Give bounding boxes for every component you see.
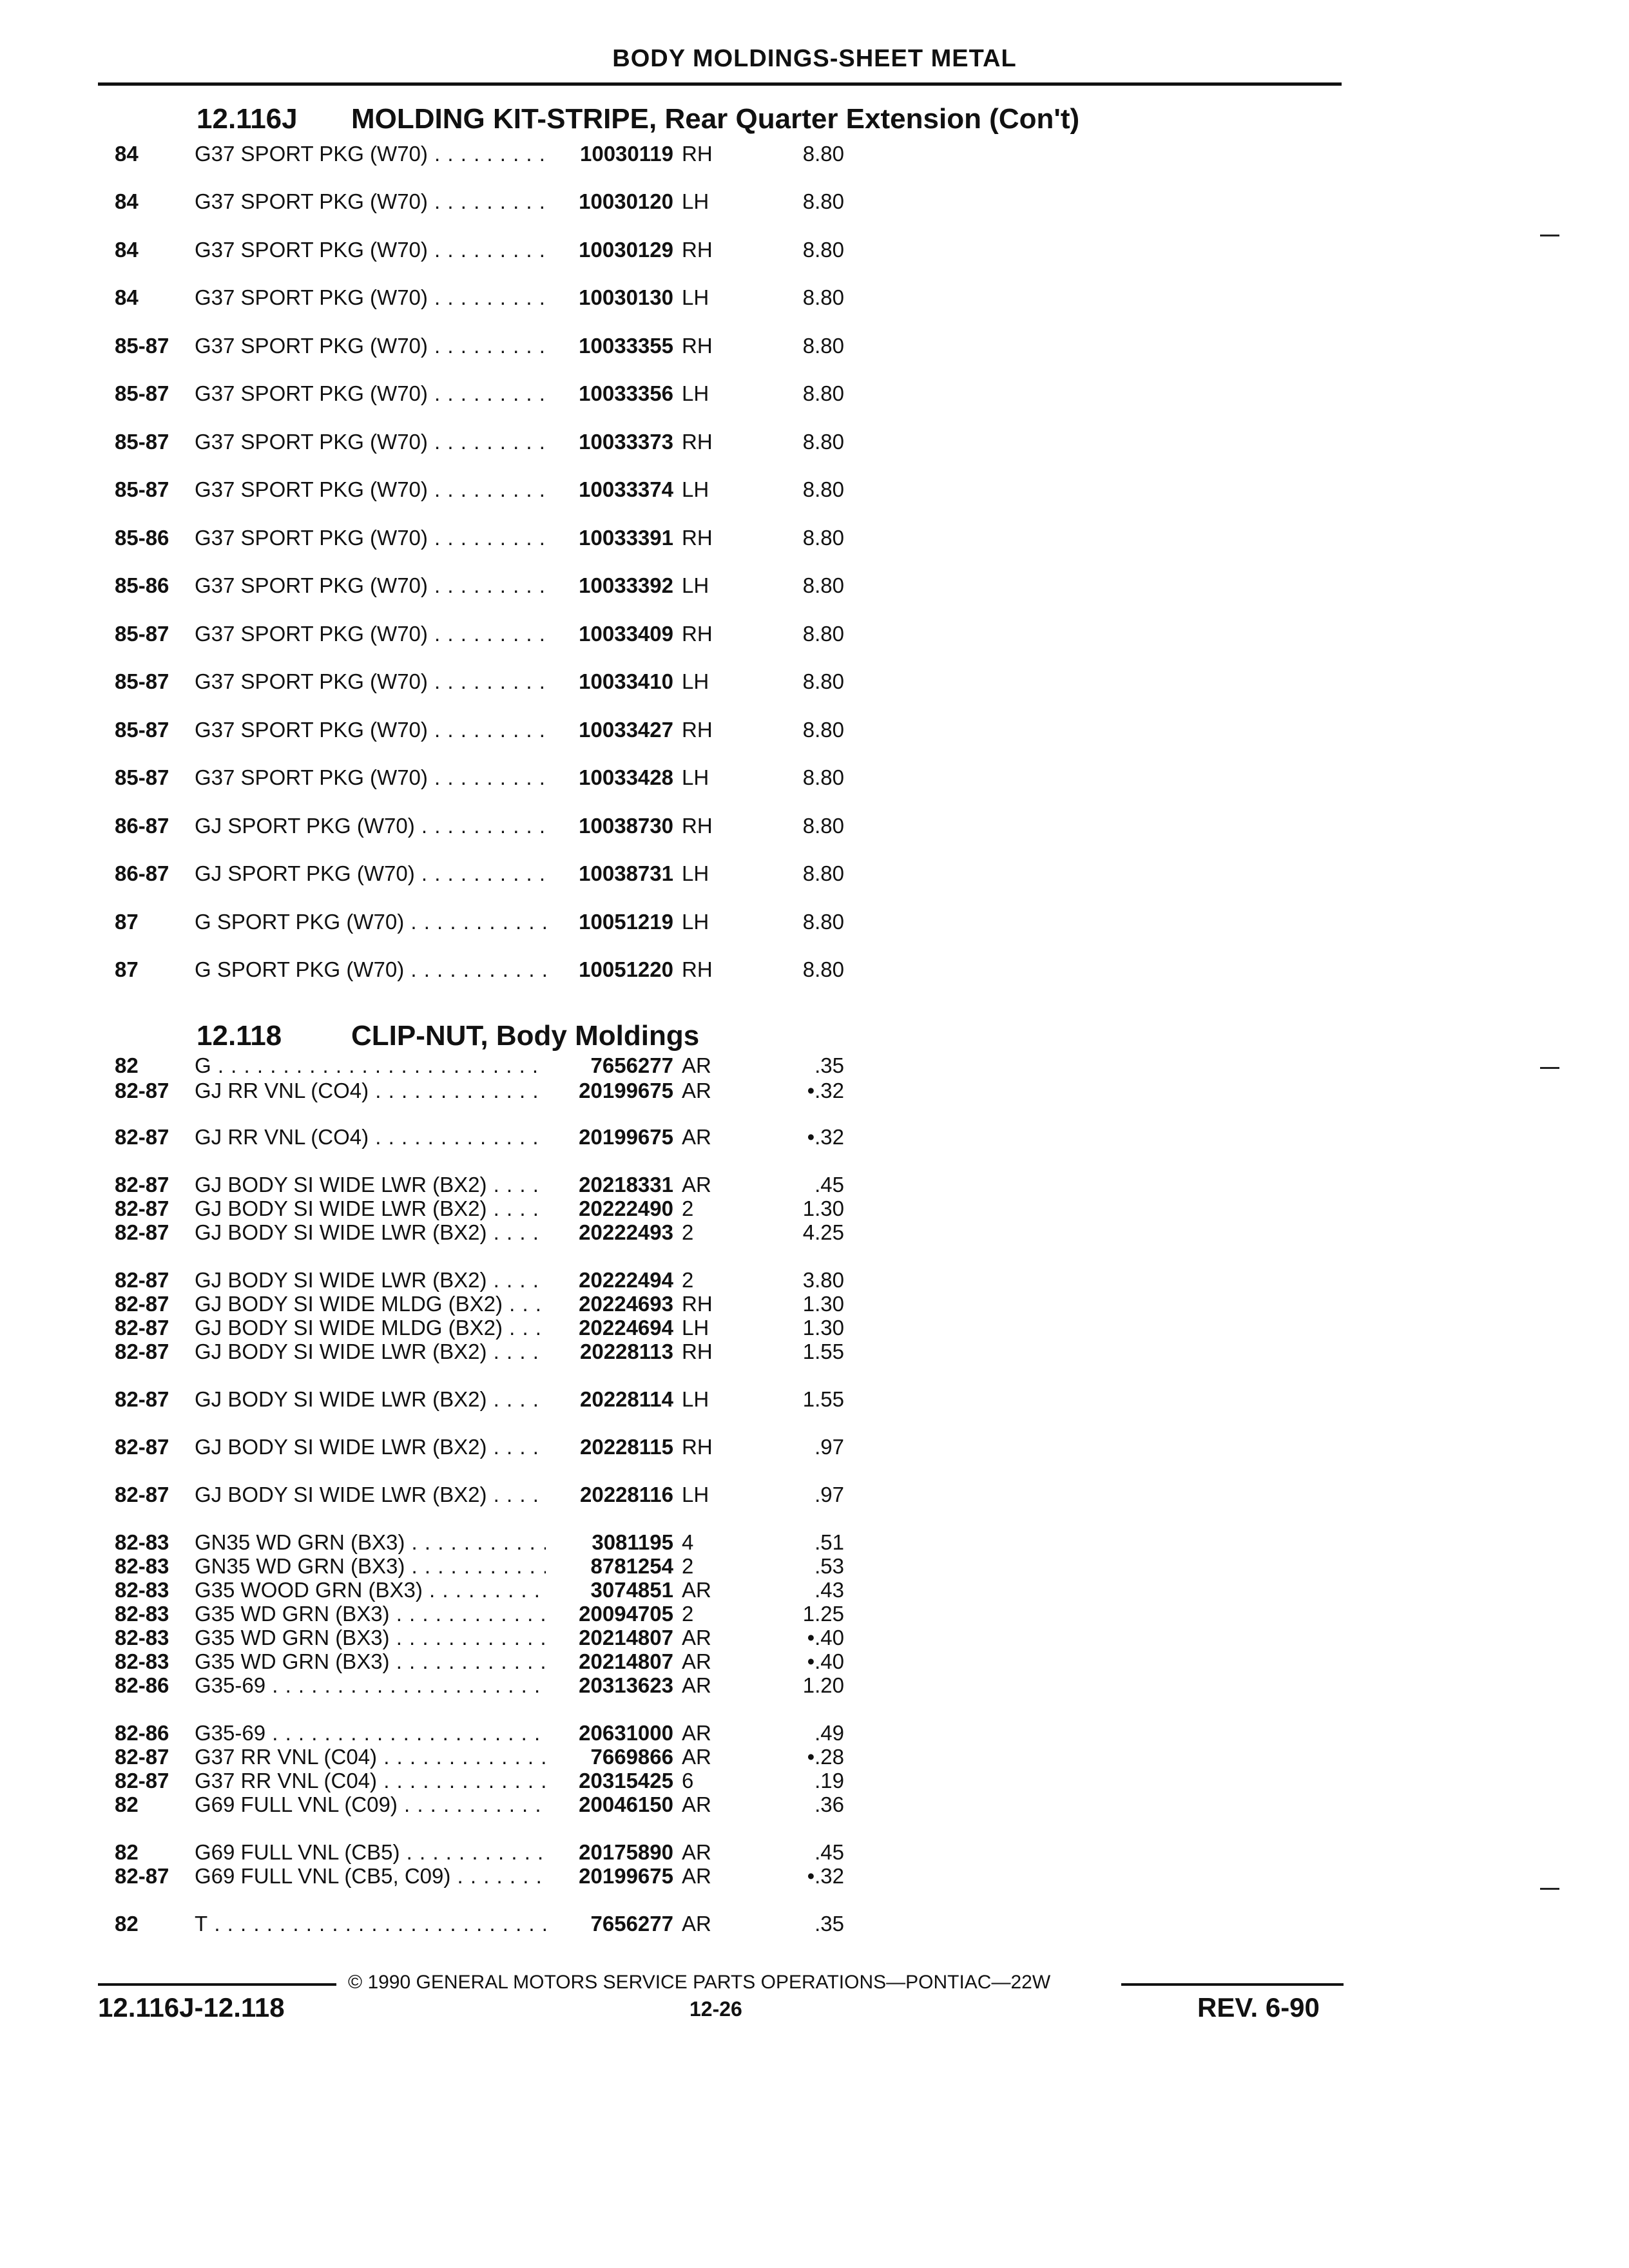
part-number-cell: 10030119	[579, 142, 673, 166]
section-number: 12.118	[197, 1020, 282, 1052]
price-cell: 8.80	[802, 142, 844, 166]
year-cell: 85-86	[115, 573, 169, 597]
footer-revision: REV. 6-90	[1197, 1992, 1320, 2023]
part-number-cell: 20199675	[579, 1079, 673, 1102]
part-number-cell: 10033374	[579, 477, 673, 501]
part-number-cell: 20175890	[579, 1840, 673, 1864]
price-cell: .97	[815, 1435, 844, 1459]
part-number-cell: 20228115	[579, 1435, 673, 1459]
year-cell: 84	[115, 142, 139, 166]
part-number-cell: 7656277	[590, 1053, 673, 1077]
part-number-cell: 20214807	[579, 1626, 673, 1649]
part-number-cell: 20228113	[579, 1340, 673, 1363]
model-cell: G37 SPORT PKG (W70) . . .	[195, 622, 546, 646]
price-cell: •.40	[807, 1649, 844, 1673]
quantity-cell: RH	[682, 334, 713, 358]
quantity-cell: LH	[682, 1483, 709, 1506]
part-number-cell: 10038730	[579, 814, 673, 838]
price-cell: •.32	[807, 1079, 844, 1102]
header-rule	[98, 82, 1342, 86]
year-cell: 82-83	[115, 1578, 169, 1602]
part-number-cell: 20222493	[579, 1220, 673, 1244]
part-number-cell: 10051220	[579, 957, 673, 981]
part-number-cell: 20228116	[579, 1483, 673, 1506]
quantity-cell: RH	[682, 142, 713, 166]
section-title-text: MOLDING KIT-STRIPE, Rear Quarter Extension (Con't)	[351, 103, 1080, 135]
price-cell: 8.80	[802, 334, 844, 358]
year-cell: 82	[115, 1912, 139, 1936]
price-cell: •.40	[807, 1626, 844, 1649]
price-cell: 1.25	[802, 1602, 844, 1626]
price-cell: 8.80	[802, 669, 844, 693]
year-cell: 85-87	[115, 622, 169, 646]
model-cell: GJ SPORT PKG (W70) . . .	[195, 814, 546, 838]
year-cell: 85-87	[115, 669, 169, 693]
footer-rule	[98, 1983, 336, 1986]
quantity-cell: RH	[682, 718, 713, 742]
year-cell: 82-87	[115, 1125, 169, 1149]
margin-mark	[1540, 235, 1559, 236]
price-cell: 1.20	[802, 1673, 844, 1697]
year-cell: 85-87	[115, 334, 169, 358]
part-number-cell: 20228114	[579, 1387, 673, 1411]
model-cell: G35 WD GRN (BX3) . . .	[195, 1602, 546, 1626]
quantity-cell: LH	[682, 1387, 709, 1411]
year-cell: 85-87	[115, 430, 169, 454]
model-cell: GJ BODY SI WIDE LWR (BX2) . . .	[195, 1340, 546, 1363]
year-cell: 82-87	[115, 1268, 169, 1292]
model-cell: G . . .	[195, 1053, 546, 1077]
model-cell: G37 SPORT PKG (W70) . . .	[195, 765, 546, 789]
year-cell: 82-87	[115, 1220, 169, 1244]
model-cell: T . . .	[195, 1912, 546, 1936]
quantity-cell: AR	[682, 1649, 711, 1673]
year-cell: 82-87	[115, 1483, 169, 1506]
model-cell: G37 SPORT PKG (W70) . . .	[195, 334, 546, 358]
quantity-cell: LH	[682, 669, 709, 693]
quantity-cell: RH	[682, 957, 713, 981]
quantity-cell: 2	[682, 1268, 694, 1292]
quantity-cell: AR	[682, 1864, 711, 1888]
quantity-cell: 2	[682, 1196, 694, 1220]
quantity-cell: AR	[682, 1053, 711, 1077]
model-cell: G37 SPORT PKG (W70) . . .	[195, 477, 546, 501]
price-cell: 8.80	[802, 957, 844, 981]
price-cell: 8.80	[802, 430, 844, 454]
price-cell: •.32	[807, 1125, 844, 1149]
quantity-cell: 2	[682, 1220, 694, 1244]
part-number-cell: 10030120	[579, 189, 673, 213]
year-cell: 84	[115, 285, 139, 309]
model-cell: G SPORT PKG (W70) . . .	[195, 910, 546, 934]
part-number-cell: 20224693	[579, 1292, 673, 1316]
quantity-cell: LH	[682, 765, 709, 789]
quantity-cell: 2	[682, 1602, 694, 1626]
price-cell: •.28	[807, 1745, 844, 1769]
model-cell: GJ BODY SI WIDE MLDG (BX2) . . .	[195, 1316, 546, 1340]
quantity-cell: LH	[682, 477, 709, 501]
quantity-cell: RH	[682, 526, 713, 550]
part-number-cell: 10033410	[579, 669, 673, 693]
model-cell: G69 FULL VNL (CB5) . . .	[195, 1840, 546, 1864]
part-number-cell: 20046150	[579, 1792, 673, 1816]
model-cell: GJ SPORT PKG (W70) . . .	[195, 861, 546, 885]
year-cell: 82-87	[115, 1435, 169, 1459]
year-cell: 85-86	[115, 526, 169, 550]
price-cell: 1.30	[802, 1316, 844, 1340]
year-cell: 82-87	[115, 1769, 169, 1792]
model-cell: G35-69 . . .	[195, 1721, 546, 1745]
year-cell: 82-87	[115, 1316, 169, 1340]
quantity-cell: AR	[682, 1745, 711, 1769]
year-cell: 82-87	[115, 1340, 169, 1363]
model-cell: GJ BODY SI WIDE LWR (BX2) . . .	[195, 1435, 546, 1459]
model-cell: G37 SPORT PKG (W70) . . .	[195, 142, 546, 166]
part-number-cell: 20315425	[579, 1769, 673, 1792]
model-cell: G35 WD GRN (BX3) . . .	[195, 1649, 546, 1673]
price-cell: .19	[815, 1769, 844, 1792]
price-cell: 8.80	[802, 238, 844, 262]
model-cell: G SPORT PKG (W70) . . .	[195, 957, 546, 981]
part-number-cell: 8781254	[590, 1554, 673, 1578]
part-number-cell: 20199675	[579, 1125, 673, 1149]
year-cell: 86-87	[115, 814, 169, 838]
part-number-cell: 20218331	[579, 1173, 673, 1196]
quantity-cell: AR	[682, 1079, 711, 1102]
model-cell: G35-69 . . .	[195, 1673, 546, 1697]
quantity-cell: LH	[682, 189, 709, 213]
year-cell: 85-87	[115, 477, 169, 501]
quantity-cell: LH	[682, 861, 709, 885]
year-cell: 85-87	[115, 765, 169, 789]
year-cell: 82	[115, 1053, 139, 1077]
quantity-cell: RH	[682, 814, 713, 838]
quantity-cell: AR	[682, 1792, 711, 1816]
price-cell: .51	[815, 1530, 844, 1554]
quantity-cell: LH	[682, 910, 709, 934]
quantity-cell: AR	[682, 1912, 711, 1936]
quantity-cell: LH	[682, 1316, 709, 1340]
year-cell: 85-87	[115, 381, 169, 405]
part-number-cell: 10033427	[579, 718, 673, 742]
model-cell: G35 WOOD GRN (BX3) . . .	[195, 1578, 546, 1602]
part-number-cell: 20094705	[579, 1602, 673, 1626]
footer-page-number: 12-26	[689, 1997, 742, 2021]
year-cell: 85-87	[115, 718, 169, 742]
year-cell: 82-87	[115, 1745, 169, 1769]
quantity-cell: RH	[682, 1292, 713, 1316]
section-number: 12.116J	[197, 103, 298, 135]
part-number-cell: 20631000	[579, 1721, 673, 1745]
price-cell: 1.55	[802, 1340, 844, 1363]
price-cell: 1.30	[802, 1196, 844, 1220]
quantity-cell: AR	[682, 1125, 711, 1149]
quantity-cell: AR	[682, 1721, 711, 1745]
quantity-cell: RH	[682, 622, 713, 646]
year-cell: 82-83	[115, 1649, 169, 1673]
price-cell: •.32	[807, 1864, 844, 1888]
model-cell: G37 SPORT PKG (W70) . . .	[195, 526, 546, 550]
price-cell: 8.80	[802, 526, 844, 550]
model-cell: GN35 WD GRN (BX3) . . .	[195, 1530, 546, 1554]
model-cell: GN35 WD GRN (BX3) . . .	[195, 1554, 546, 1578]
part-number-cell: 10030130	[579, 285, 673, 309]
model-cell: G35 WD GRN (BX3) . . .	[195, 1626, 546, 1649]
part-number-cell: 10038731	[579, 861, 673, 885]
price-cell: .35	[815, 1053, 844, 1077]
part-number-cell: 10030129	[579, 238, 673, 262]
price-cell: 8.80	[802, 765, 844, 789]
quantity-cell: RH	[682, 430, 713, 454]
margin-mark	[1540, 1067, 1559, 1069]
year-cell: 84	[115, 238, 139, 262]
price-cell: .45	[815, 1173, 844, 1196]
part-number-cell: 10033356	[579, 381, 673, 405]
year-cell: 82-86	[115, 1673, 169, 1697]
model-cell: G37 SPORT PKG (W70) . . .	[195, 189, 546, 213]
quantity-cell: 4	[682, 1530, 694, 1554]
footer-section-range: 12.116J-12.118	[98, 1992, 285, 2023]
model-cell: G37 SPORT PKG (W70) . . .	[195, 573, 546, 597]
model-cell: G37 SPORT PKG (W70) . . .	[195, 430, 546, 454]
quantity-cell: RH	[682, 1340, 713, 1363]
price-cell: 8.80	[802, 285, 844, 309]
model-cell: G37 SPORT PKG (W70) . . .	[195, 238, 546, 262]
model-cell: GJ BODY SI WIDE LWR (BX2) . . .	[195, 1268, 546, 1292]
price-cell: 8.80	[802, 477, 844, 501]
price-cell: .43	[815, 1578, 844, 1602]
part-number-cell: 10033391	[579, 526, 673, 550]
part-number-cell: 7656277	[590, 1912, 673, 1936]
year-cell: 82-87	[115, 1292, 169, 1316]
price-cell: 8.80	[802, 622, 844, 646]
quantity-cell: AR	[682, 1626, 711, 1649]
page-title: BODY MOLDINGS-SHEET METAL	[612, 45, 1017, 72]
year-cell: 82-83	[115, 1626, 169, 1649]
part-number-cell: 7669866	[590, 1745, 673, 1769]
year-cell: 82-83	[115, 1554, 169, 1578]
year-cell: 82-87	[115, 1864, 169, 1888]
quantity-cell: AR	[682, 1673, 711, 1697]
price-cell: 8.80	[802, 189, 844, 213]
price-cell: 8.80	[802, 718, 844, 742]
model-cell: G37 RR VNL (C04) . . .	[195, 1769, 546, 1792]
quantity-cell: AR	[682, 1173, 711, 1196]
price-cell: .35	[815, 1912, 844, 1936]
part-number-cell: 20313623	[579, 1673, 673, 1697]
quantity-cell: RH	[682, 238, 713, 262]
part-number-cell: 20199675	[579, 1864, 673, 1888]
price-cell: 3.80	[802, 1268, 844, 1292]
price-cell: 1.30	[802, 1292, 844, 1316]
price-cell: .49	[815, 1721, 844, 1745]
model-cell: GJ BODY SI WIDE LWR (BX2) . . .	[195, 1196, 546, 1220]
quantity-cell: 2	[682, 1554, 694, 1578]
part-number-cell: 10033355	[579, 334, 673, 358]
year-cell: 87	[115, 957, 139, 981]
part-number-cell: 3081195	[592, 1530, 673, 1554]
quantity-cell: LH	[682, 573, 709, 597]
model-cell: G37 SPORT PKG (W70) . . .	[195, 718, 546, 742]
year-cell: 82-87	[115, 1387, 169, 1411]
quantity-cell: LH	[682, 285, 709, 309]
year-cell: 86-87	[115, 861, 169, 885]
year-cell: 82	[115, 1792, 139, 1816]
year-cell: 82-87	[115, 1173, 169, 1196]
quantity-cell: RH	[682, 1435, 713, 1459]
price-cell: .36	[815, 1792, 844, 1816]
part-number-cell: 10033392	[579, 573, 673, 597]
model-cell: G69 FULL VNL (C09) . . .	[195, 1792, 546, 1816]
year-cell: 82-86	[115, 1721, 169, 1745]
price-cell: .45	[815, 1840, 844, 1864]
part-number-cell: 20224694	[579, 1316, 673, 1340]
model-cell: GJ BODY SI WIDE LWR (BX2) . . .	[195, 1220, 546, 1244]
margin-mark	[1540, 1888, 1559, 1890]
price-cell: 8.80	[802, 910, 844, 934]
year-cell: 82-87	[115, 1079, 169, 1102]
footer-copyright: © 1990 GENERAL MOTORS SERVICE PARTS OPERATIONS—PONTIAC—22W	[348, 1972, 1051, 1993]
part-number-cell: 10033409	[579, 622, 673, 646]
price-cell: 8.80	[802, 814, 844, 838]
price-cell: 8.80	[802, 861, 844, 885]
quantity-cell: AR	[682, 1578, 711, 1602]
model-cell: G37 RR VNL (C04) . . .	[195, 1745, 546, 1769]
year-cell: 82-83	[115, 1602, 169, 1626]
quantity-cell: LH	[682, 381, 709, 405]
model-cell: GJ BODY SI WIDE MLDG (BX2) . . .	[195, 1292, 546, 1316]
model-cell: G69 FULL VNL (CB5, C09) . . .	[195, 1864, 546, 1888]
model-cell: G37 SPORT PKG (W70) . . .	[195, 285, 546, 309]
year-cell: 87	[115, 910, 139, 934]
price-cell: 8.80	[802, 573, 844, 597]
price-cell: .53	[815, 1554, 844, 1578]
price-cell: 4.25	[802, 1220, 844, 1244]
part-number-cell: 10033373	[579, 430, 673, 454]
model-cell: GJ RR VNL (CO4) . . .	[195, 1079, 546, 1102]
part-number-cell: 10033428	[579, 765, 673, 789]
year-cell: 82-87	[115, 1196, 169, 1220]
quantity-cell: AR	[682, 1840, 711, 1864]
section-title-text: CLIP-NUT, Body Moldings	[351, 1020, 700, 1052]
model-cell: G37 SPORT PKG (W70) . . .	[195, 381, 546, 405]
footer-rule	[1121, 1983, 1344, 1986]
part-number-cell: 20222494	[579, 1268, 673, 1292]
year-cell: 84	[115, 189, 139, 213]
part-number-cell: 3074851	[590, 1578, 673, 1602]
year-cell: 82	[115, 1840, 139, 1864]
price-cell: .97	[815, 1483, 844, 1506]
model-cell: GJ RR VNL (CO4) . . .	[195, 1125, 546, 1149]
price-cell: 8.80	[802, 381, 844, 405]
price-cell: 1.55	[802, 1387, 844, 1411]
model-cell: GJ BODY SI WIDE LWR (BX2) . . .	[195, 1173, 546, 1196]
model-cell: GJ BODY SI WIDE LWR (BX2) . . .	[195, 1483, 546, 1506]
year-cell: 82-83	[115, 1530, 169, 1554]
model-cell: GJ BODY SI WIDE LWR (BX2) . . .	[195, 1387, 546, 1411]
part-number-cell: 20214807	[579, 1649, 673, 1673]
model-cell: G37 SPORT PKG (W70) . . .	[195, 669, 546, 693]
part-number-cell: 10051219	[579, 910, 673, 934]
part-number-cell: 20222490	[579, 1196, 673, 1220]
quantity-cell: 6	[682, 1769, 694, 1792]
